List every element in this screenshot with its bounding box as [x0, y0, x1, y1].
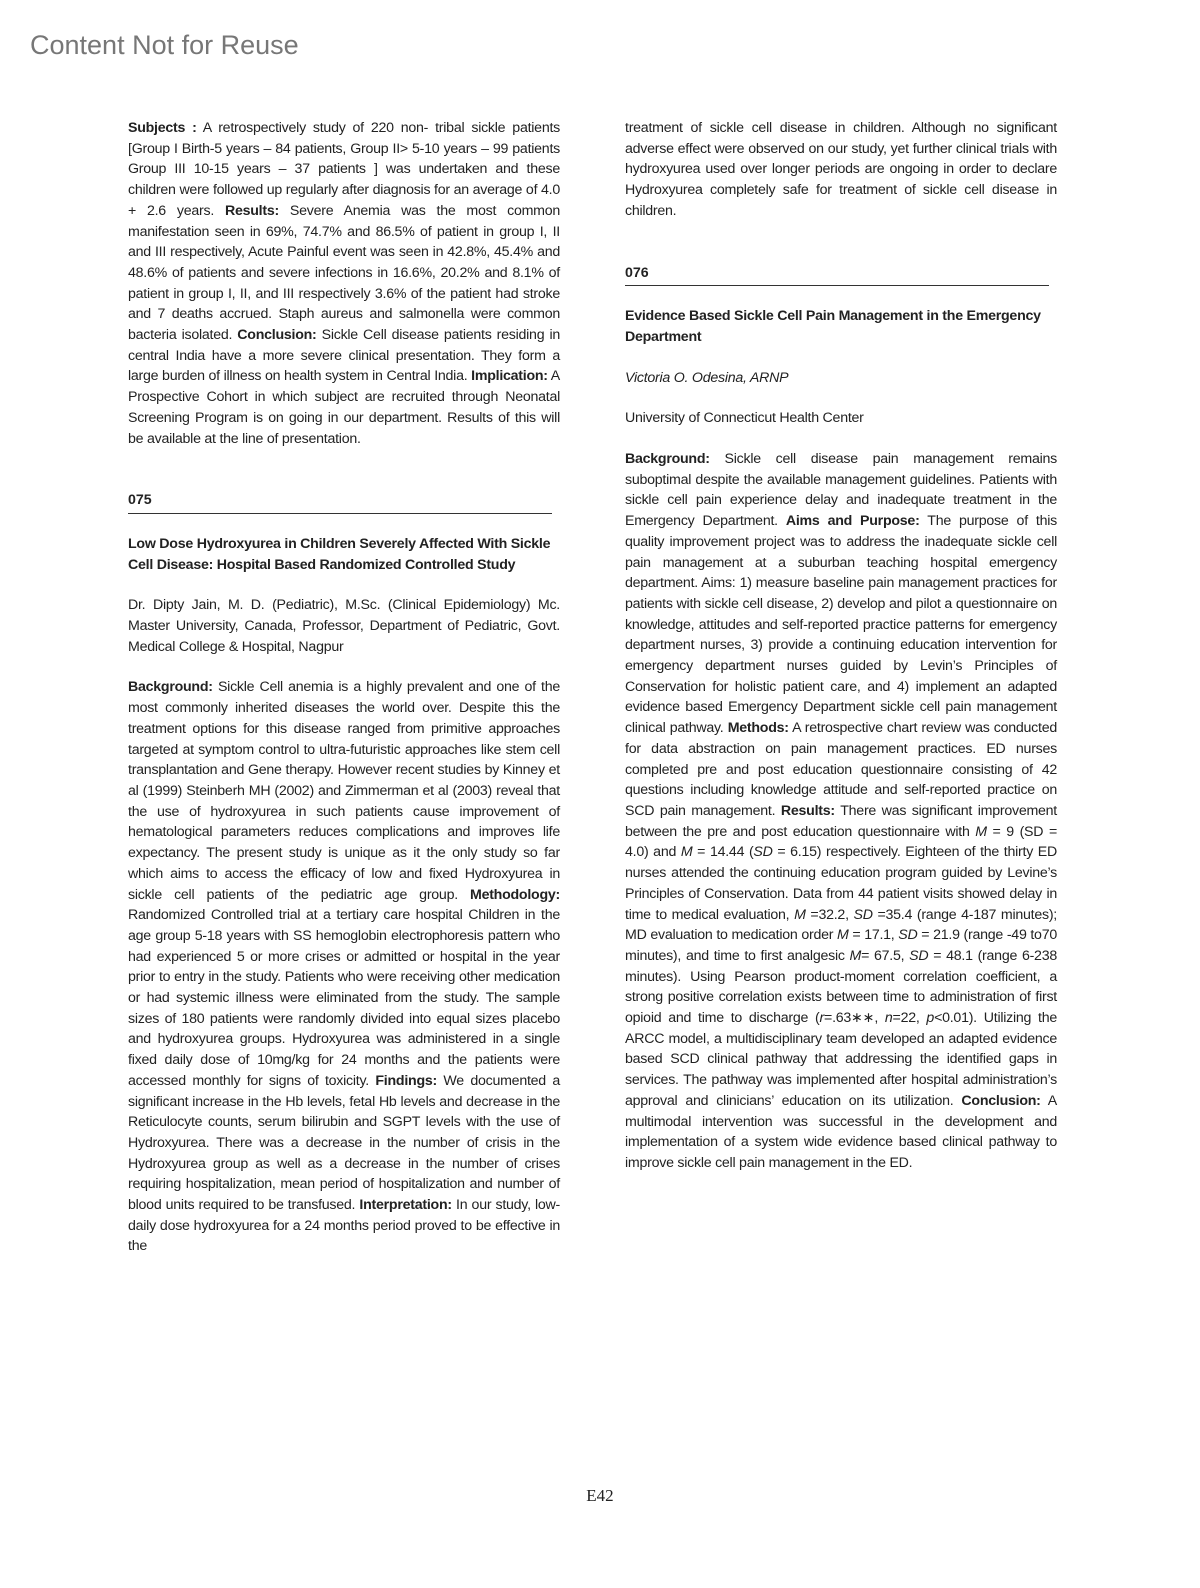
section-label: Implication: [471, 368, 548, 385]
text-run: Sickle cell disease pain management remains suboptimal despite the available management guidelines. Patients with sickle cell pain experience delay and inadequate treatment in the Emergency Department. [625, 451, 1057, 530]
text-run: M [794, 906, 806, 923]
continuation-paragraph [625, 118, 1057, 222]
watermark: Content Not for Reuse [30, 30, 299, 60]
text-run: There was significant improvement between the pre and post education questionnaire with [625, 802, 1057, 840]
abstract-title-075: Low Dose Hydroxyurea in Children Severely Affected With Sickle Cell Disease: Hospital Based Randomized Controlled Study [128, 535, 551, 573]
section-label: Interpretation: [359, 1197, 452, 1214]
abstract-number-076: 076 [625, 263, 1049, 287]
section-label: Subjects : [128, 120, 197, 136]
text-run: = 67.5, [861, 947, 910, 964]
text-run: SD [909, 947, 929, 964]
section-label: Findings: [375, 1072, 437, 1089]
author-075: Dr. Dipty Jain, M. D. (Pediatric), M.Sc. (Clinical Epidemiology) Mc. Master University, Canada, Professor, Department of Pediatric, Govt. Medical College & Hospital, Nagpur [128, 597, 560, 655]
text-run: <0.01). Utilizing the ARCC model, a multidisciplinary team developed an adapted evidence based SCD clinical pathway that addressing the identified gaps in services. The pathway was implemented after hospital administration’s approval and clinicians’ education on its utilization. [625, 1010, 1058, 1109]
section-label: Conclusion: [961, 1092, 1041, 1109]
text-run: = 17.1, [848, 927, 899, 944]
text-run: = 9 (SD = 4.0) and [625, 823, 1057, 861]
text-run: = 14.44 ( [692, 844, 754, 861]
text-run: Severe Anemia was the most common manifestation seen in 69%, 74.7% and 86.5% of patient in group I, II and III respectively, Acute Painful event was seen in 42.8%, 45.4% and 48.6% of patients and severe infections in 16.6%, 20.2% and 8.1% of patient in group I, II, and III respectively 3.6% of the patient had stroke and 7 deaths accrued. Staph aureus and salmonella were common bacteria isolated. [128, 202, 561, 344]
section-label: Background: [128, 679, 213, 696]
text-run: M [837, 927, 849, 944]
text-run: We documented a significant increase in the Hb levels, fetal Hb levels and decrease in the Reticulocyte counts, serum bilirubin and SGPT levels with the use of Hydroxyurea. There was a decrease in the number of crisis in the Hydroxyurea group as well as a decrease in the number of crises requiring hospitalization, mean period of hospitalization and number of blood units required to be transfused. [128, 1072, 560, 1214]
section-label: Methods: [727, 720, 789, 737]
text-run: A Prospective Cohort in which subject are recruited through Neonatal Screening Program is on going in our department. Results of this will be available at the line of presentation. [128, 368, 560, 447]
text-run: Sickle Cell anemia is a highly prevalent and one of the most commonly inherited diseases the world over. Despite this the treatment options for this disease ranged from primitive approaches targeted at symptom control to ultra-futuristic approaches like stem cell transplantation and Gene therapy. However recent studies by Kinney et al (1999) Steinberh MH (2002) and Zimmerman et al (2003) reveal that the use of hydroxyurea in such patients cause improvement of hematological parameters reduces complications and improves life expectancy. The present study is unique as it the only study so far which aims to access the efficacy of low and fixed Hydroxyurea in sickle cell patients of the pediatric age group. [128, 679, 560, 903]
text-run: = 48.1 (range 6-238 minutes). Using Pearson product-moment correlation coefficient, a strong positive correlation exists between time to administration of first opioid and time to discharge ( [625, 947, 1057, 1027]
text-run: A retrospective chart review was conducted for data abstraction on pain management practices. ED nurses completed pre and post education questionnaire consisting of 42 questions including knowledge attitude and self-reported practice on SCD pain management. [625, 720, 1057, 819]
right-column [625, 118, 1057, 1174]
section-label: Results: [780, 802, 835, 819]
text-run: SD [898, 927, 918, 944]
subjects-paragraph [128, 118, 560, 449]
text-run: M [975, 823, 987, 840]
section-label: Results: [224, 202, 279, 219]
text-run: The purpose of this quality improvement project was to address the inadequate sickle cell pain management at a suburban teaching hospital emergency department. Aims: 1) measure baseline pain management practices for patients with sickle cell disease, 2) develop and pilot a questionnaire on knowledge, attitudes and self-reported practice patterns for emergency department nurses, 3) provide a continuing education intervention for emergency department nurses guided by Levin’s Principles of Conservation for holistic patient care, and 4) implement an adapted evidence based Emergency Department sickle cell pain management clinical pathway. [625, 513, 1057, 737]
text-run: p [926, 1010, 935, 1027]
section-label: Methodology: [470, 886, 560, 903]
text-run: A retrospectively study of 220 non- tribal sickle patients [Group I Birth-5 years – 84 patients, Group II> 5-10 years – 99 patients Group III 10-15 years – 37 patients ] was undertaken and these children were followed up regularly after diagnosis for an average of 4.0 + 2.6 years. [128, 120, 560, 219]
page-number: E42 [586, 1486, 614, 1505]
background-paragraph-075 [128, 677, 560, 1257]
section-label: Background: [625, 451, 710, 468]
text-run: M [849, 947, 862, 964]
text-run: =35.4 (range 4-187 minutes); MD evaluation to medication order [625, 906, 1057, 944]
text-run: n [884, 1010, 893, 1027]
section-label: Aims and Purpose: [785, 513, 920, 530]
text-run: = 21.9 (range -49 to70 minutes), and time to first analgesic [625, 927, 1057, 964]
text-run: M [680, 844, 693, 861]
text-run: r [819, 1010, 825, 1027]
text-run: =32.2, [805, 906, 854, 923]
text-run: = 6.15) respectively. Eighteen of the thirty ED nurses attended the continuing education program guided by Levine’s Principles of Conservation. Data from 44 patient visits showed delay in time to medical evaluation, [625, 844, 1057, 923]
text-run: treatment of sickle cell disease in children. Although no significant adverse effect were observed on our study, yet further clinical trials with hydroxyurea used over longer periods are ongoing in order to declare Hydroxyurea completely safe for treatment of sickle cell disease in children. [625, 120, 1057, 219]
background-paragraph-076 [625, 449, 1057, 1174]
left-column [128, 118, 560, 1257]
affiliation-076: University of Connecticut Health Center [625, 410, 864, 427]
section-label: Conclusion: [237, 327, 317, 344]
abstract-number-075: 075 [128, 490, 552, 514]
text-run: A multimodal intervention was successful in the development and implementation of a system wide evidence based clinical pathway to improve sickle cell pain management in the ED. [625, 1092, 1057, 1171]
text-run: In our study, low-daily dose hydroxyurea for a 24 months period proved to be effective in the [128, 1197, 560, 1255]
abstract-title-076: Evidence Based Sickle Cell Pain Management in the Emergency Department [625, 308, 1041, 345]
author-076: Victoria O. Odesina, ARNP [625, 369, 789, 386]
text-run: Randomized Controlled trial at a tertiary care hospital Children in the age group 5-18 years with SS hemoglobin electrophoresis pattern who had experienced 5 or more crises or admitted or hospital in the year prior to entry in the study. Patients who were receiving other medication or had systemic illness were eliminated from the study. The sample sizes of 180 patients were randomly divided into equal sizes placebo and hydroxyurea groups. Hydroxyurea was administered in a single fixed daily dose of 10mg/kg for 24 months and the patients were accessed monthly for signs of toxicity. [128, 907, 560, 1089]
text-run: SD [753, 844, 773, 861]
text-run: Sickle Cell disease patients residing in central India have a more severe clinical presentation. They form a large burden of illness on health system in Central India. [128, 327, 560, 385]
text-run: =22, [892, 1010, 927, 1027]
text-run: =.63∗∗, [824, 1010, 885, 1027]
text-run: SD [853, 906, 873, 923]
